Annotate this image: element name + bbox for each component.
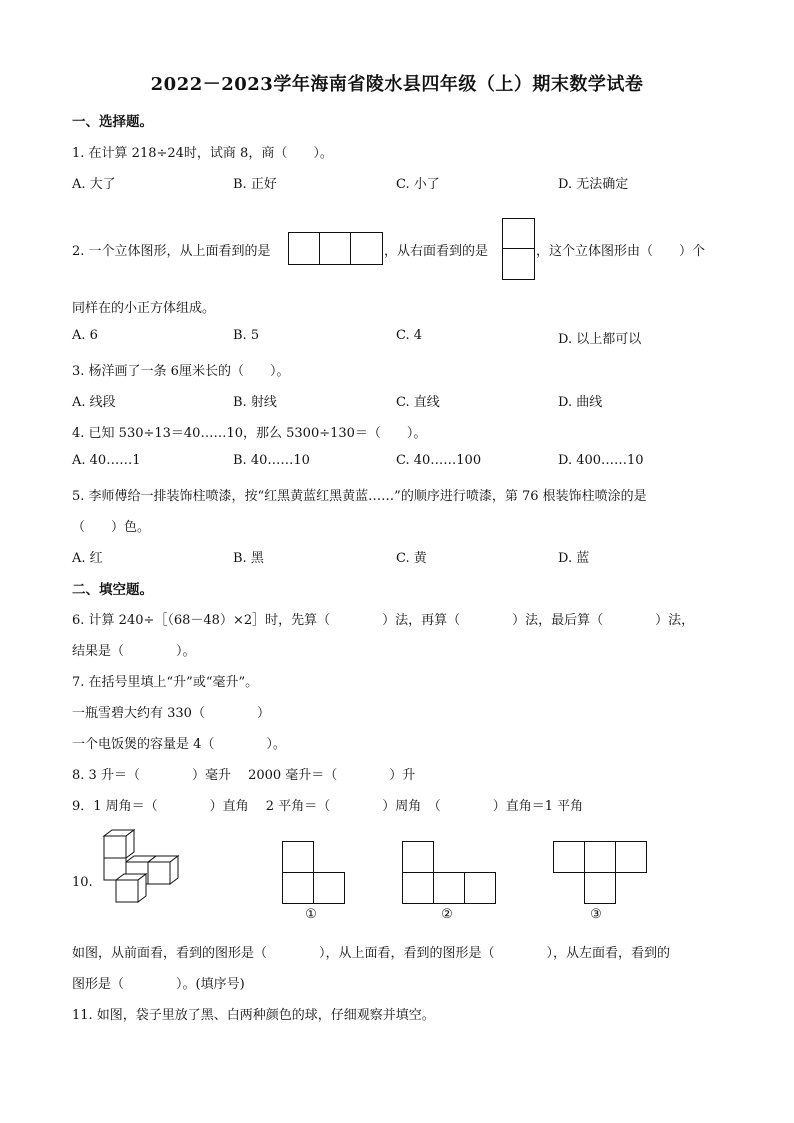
- q5-option-c: C. 黄: [396, 551, 427, 566]
- question-11: 11. 如图，袋子里放了黑、白两种颜色的球，仔细观察并填空。: [72, 1008, 435, 1023]
- q2-option-b: B. 5: [233, 328, 260, 343]
- question-9: 9．1 周角＝（ ）直角 2 平角＝（ ）周角 （ ）直角＝1 平角: [72, 799, 584, 814]
- page-title: 2022－2023学年海南省陵水县四年级（上）期末数学试卷: [150, 74, 644, 95]
- question-10-number: 10.: [72, 875, 93, 890]
- question-2-part3: ，这个立体图形由（ ）个: [536, 244, 706, 259]
- question-2-part1: 2. 一个立体图形，从上面看到的是: [72, 244, 271, 259]
- question-3: 3. 杨洋画了一条 6厘米长的（ ）。: [72, 364, 290, 379]
- question-6-continued: 结果是（ ）。: [72, 644, 196, 659]
- q3-option-a: A. 线段: [72, 395, 116, 410]
- view-figure-3: [553, 841, 649, 905]
- question-1: 1. 在计算 218÷24时，试商 8，商（ ）。: [72, 146, 333, 161]
- question-7-line2: 一个电饭煲的容量是 4（ ）。: [72, 737, 286, 752]
- section-choice-heading: 一、选择题。: [72, 114, 153, 130]
- q2-option-a: A. 6: [72, 328, 98, 343]
- question-2-part2: ，从右面看到的是: [384, 244, 489, 259]
- q3-option-b: B. 射线: [233, 395, 277, 410]
- q4-option-b: B. 40……10: [233, 453, 310, 468]
- view-figure-2: [402, 841, 498, 905]
- right-view-square-2: [502, 248, 535, 280]
- q4-option-a: A. 40……1: [72, 453, 141, 468]
- q5-option-a: A. 红: [72, 551, 103, 566]
- question-5: 5. 李师傅给一排装饰柱喷漆，按“红黑黄蓝红黑黄蓝……”的顺序进行喷漆，第 76 根装饰柱喷涂的是: [72, 489, 647, 504]
- q1-option-c: C. 小了: [396, 177, 440, 192]
- q2-option-d: D. 以上都可以: [558, 332, 642, 347]
- question-10-continued: 图形是（ ）。(填序号): [72, 977, 245, 992]
- q1-option-d: D. 无法确定: [558, 177, 629, 192]
- q4-option-c: C. 40……100: [396, 453, 482, 468]
- top-view-square-3: [350, 232, 383, 265]
- figure-label-1: ①: [305, 907, 317, 922]
- question-2-continued: 同样在的小正方体组成。: [72, 301, 216, 316]
- question-7-line1: 一瓶雪碧大约有 330（ ）: [72, 706, 270, 721]
- q2-option-c: C. 4: [396, 328, 423, 343]
- question-5-continued: （ ）色。: [72, 520, 151, 535]
- top-view-square-2: [319, 232, 352, 265]
- figure-label-2: ②: [441, 907, 453, 922]
- cube-stack-figure: [90, 828, 200, 916]
- q4-option-d: D. 400……10: [558, 453, 644, 468]
- question-4: 4. 已知 530÷13＝40……10，那么 5300÷130＝（ ）。: [72, 426, 427, 441]
- q1-option-a: A. 大了: [72, 177, 116, 192]
- question-7: 7. 在括号里填上“升”或“毫升”。: [72, 675, 259, 690]
- q3-option-c: C. 直线: [396, 395, 440, 410]
- q5-option-d: D. 蓝: [558, 551, 590, 566]
- question-10: 如图，从前面看，看到的图形是（ ），从上面看，看到的图形是（ ），从左面看，看到的: [72, 946, 671, 961]
- view-figure-1: [282, 841, 346, 905]
- section-fill-heading: 二、填空题。: [72, 582, 153, 598]
- top-view-square-1: [288, 232, 321, 265]
- q5-option-b: B. 黑: [233, 551, 264, 566]
- question-8: 8. 3 升＝（ ）毫升 2000 毫升＝（ ）升: [72, 768, 416, 783]
- q1-option-b: B. 正好: [233, 177, 277, 192]
- q3-option-d: D. 曲线: [558, 395, 603, 410]
- right-view-square-1: [502, 218, 535, 250]
- question-6: 6. 计算 240÷［（68－48）×2］时，先算（ ）法，再算（ ）法，最后算（ ）法，: [72, 613, 695, 628]
- figure-label-3: ③: [590, 907, 602, 922]
